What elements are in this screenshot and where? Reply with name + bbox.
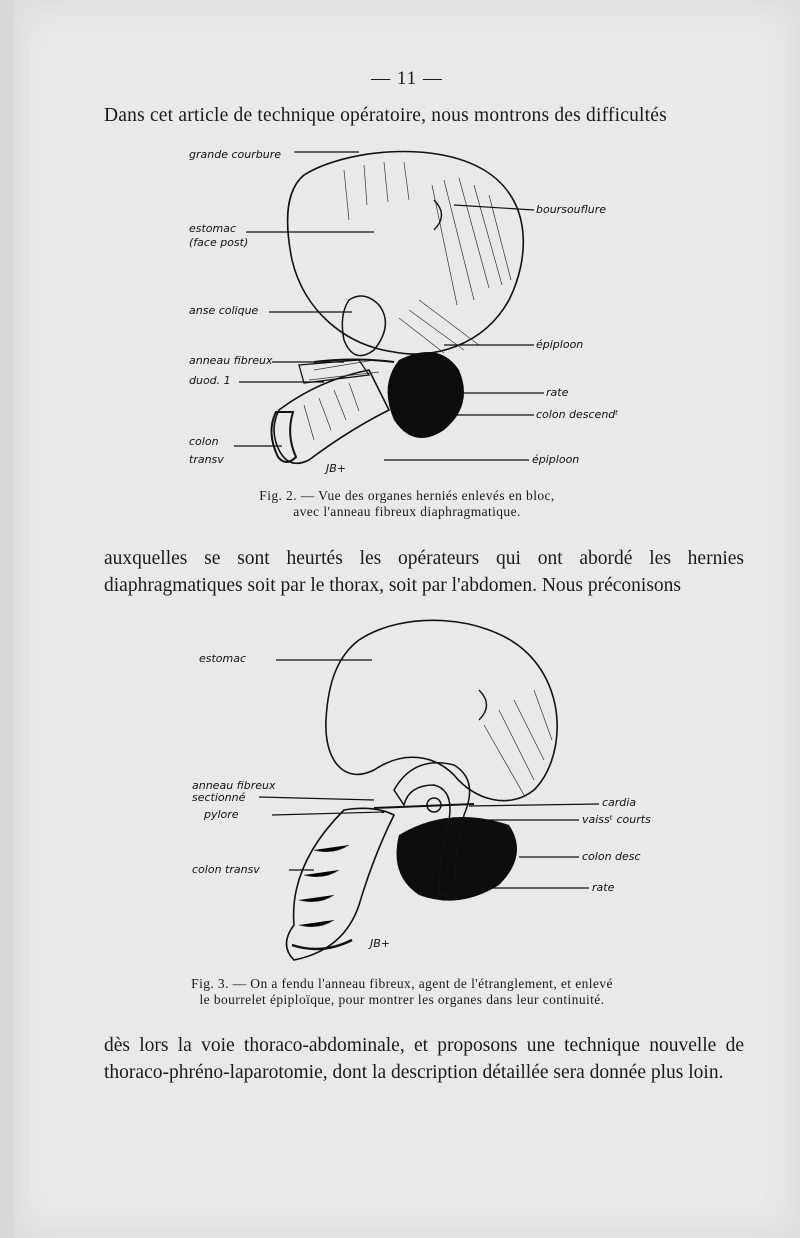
figure-2-caption-line-2: avec l'anneau fibreux diaphragmatique.: [293, 504, 521, 519]
label-boursouflure: boursouflure: [536, 203, 607, 216]
label-grande-courbure: grande courbure: [189, 148, 281, 161]
label-rate-fig3: rate: [592, 881, 615, 894]
label-pylore: pylore: [204, 808, 239, 821]
stomach-drawing-fig3: [326, 620, 557, 800]
figure-3-caption-line-1: Fig. 3. — On a fendu l'anneau fibreux, agent de l'étranglement, et enlevé: [191, 976, 613, 991]
label-colon-transv-fig3: colon transv: [192, 863, 260, 876]
label-anse-colique: anse colique: [189, 304, 259, 317]
figure-2-caption-line-1: Fig. 2. — Vue des organes herniés enlevés en bloc,: [259, 488, 555, 503]
figure-3: [14, 0, 800, 1000]
paragraph-3: dès lors la voie thoraco-abdominale, et proposons une technique nouvelle de thoraco-phréno-laparotomie, dont la description détaillée sera donnée plus loin.: [104, 1035, 744, 1083]
label-anneau-fibreux: anneau fibreux: [189, 354, 273, 367]
label-cardia: cardia: [602, 796, 637, 809]
label-anneau-fibreux-fig3: anneau fibreux: [192, 779, 276, 792]
label-transv: transv: [189, 453, 224, 466]
label-colon-descend: colon descendᵗ: [536, 408, 619, 421]
label-duod: duod. 1: [189, 374, 231, 387]
label-colon: colon: [189, 435, 219, 448]
label-estomac: estomac: [189, 222, 237, 235]
label-vaiss-courts: vaissᵗ courts: [582, 813, 651, 826]
figure-3-caption-line-2: le bourrelet épiploïque, pour montrer les organes dans leur continuité.: [199, 992, 605, 1007]
page-number: — 11 —: [371, 68, 443, 89]
figure-3-caption: [4, 976, 800, 1008]
label-face-post: (face post): [189, 236, 249, 249]
label-epiploon-1: épiploon: [536, 338, 584, 351]
signature-fig3: JB+: [370, 937, 391, 950]
label-epiploon-2: épiploon: [532, 453, 580, 466]
label-colon-desc: colon desc: [582, 850, 641, 863]
book-page: [14, 0, 800, 1238]
label-estomac-fig3: estomac: [199, 652, 247, 665]
label-sectionne: sectionné: [192, 791, 246, 804]
paragraph-1: Dans cet article de technique opératoire, nous montrons des difficultés: [104, 105, 667, 126]
label-rate: rate: [546, 386, 569, 399]
signature-fig2: JB+: [326, 462, 347, 475]
paragraph-2: auxquelles se sont heurtés les opérateurs qui ont abordé les hernies diaphragmatiques soit par le thorax, soit par l'abdomen. Nous préconisons: [104, 548, 744, 596]
